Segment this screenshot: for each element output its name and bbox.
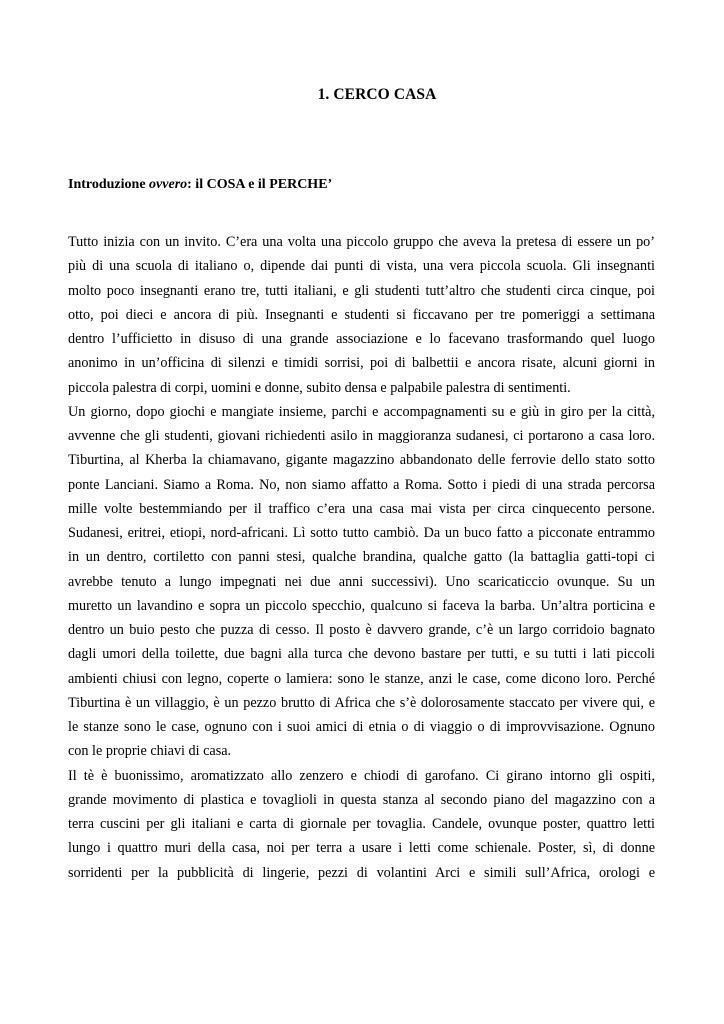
text-line: dentro l’ufficietto in disuso di una grande associazione e lo facevano trasformando quel luogo: [68, 331, 655, 347]
text-line: ambienti chiusi con legno, coperte o lamiera: sono le stanze, anzi le case, come dicono loro. Perché: [68, 670, 655, 687]
text-line: le stanze sono le case, ognuno con i suoi amici di etnia o di viaggio o di improvvisazione. Ognuno: [68, 719, 655, 735]
text-line: ponte Lanciani. Siamo a Roma. No, non siamo affatto a Roma. Sotto i piedi di una strada percorsa: [68, 476, 655, 493]
text-line: in un dentro, cortiletto con panni stesi, qualche brandina, qualche gatto (la battaglia gatti-topi ci: [68, 549, 655, 566]
text-line: Tiburtina, al Kherba la chiamavano, gigante magazzino abbandonato delle ferrovie dello stato sotto: [68, 452, 655, 469]
text-line: più di una scuola di italiano o, dipende dai punti di vista, una vera piccola scuola. Gli insegnanti: [68, 258, 655, 275]
text-line: sorridenti per la pubblicità di lingerie, pezzi di volantini Arci e simili sull’Africa, orologi e: [68, 864, 655, 881]
text-line: Sudanesi, eritrei, etiopi, nord-africani. Lì sotto tutto cambiò. Da un buco fatto a picconate entrammo: [68, 525, 655, 541]
text-line: terra cuscini per gli italiani e carta di giornale per tovaglia. Candele, ovunque poster, quattro letti: [68, 816, 655, 832]
text-line: Il tè è buonissimo, aromatizzato allo zenzero e chiodi di garofano. Ci girano intorno gli ospiti,: [68, 767, 655, 784]
text-line: anonimo in un’officina di silenzi e timidi sorrisi, poi di balbettii e ancora risate, alcuni giorni in: [68, 355, 655, 372]
section-heading-suffix: : il COSA e il PERCHE’: [187, 177, 333, 192]
text-line: piccola palestra di corpi, uomini e donne, subito densa e palpabile palestra di sentimenti.: [68, 379, 571, 396]
text-line: avvenne che gli studenti, giovani richiedenti asilo in maggioranza sudanesi, ci portarono a casa loro.: [68, 428, 655, 444]
text-line: Tutto inizia con un invito. C’era una volta una piccolo gruppo che aveva la pretesa di essere un po’: [68, 234, 655, 250]
section-heading: [68, 177, 332, 193]
text-line: dagli umori della toilette, due bagni alla turca che devono bastare per tutti, e su tutti i lati piccoli: [68, 646, 655, 663]
text-line: mille volte bestemmiando per il traffico c’era una casa mai vista per circa cinquecento persone.: [68, 500, 655, 517]
text-line: dentro un buio pesto che puzza di cesso. Il posto è davvero grande, c’è un largo corridoio bagnato: [68, 622, 655, 638]
section-heading-italic: ovvero: [149, 177, 188, 192]
text-line: grande movimento di plastica e tovaglioli in questa stanza al secondo piano del magazzino con a: [68, 791, 655, 808]
text-line: otto, poi dieci e ancora di più. Insegnanti e studenti si ficcavano per tre pomeriggi a settimana: [68, 306, 655, 323]
text-line: con le proprie chiavi di casa.: [68, 743, 232, 760]
text-line: lungo i quattro muri della casa, noi per terra a usare i letti come schienale. Poster, sì, di donne: [68, 840, 655, 857]
body-text: [68, 230, 655, 885]
section-heading-prefix: Introduzione: [68, 177, 150, 192]
text-line: molto poco insegnanti erano tre, tutti italiani, e gli studenti tutt’altro che studenti circa cinque, poi: [68, 282, 655, 299]
text-line: avrebbe tenuto a lungo impegnati nei due anni successivi). Uno scaricaticcio ovunque. Su un: [68, 573, 655, 590]
chapter-title: 1. CERCO CASA: [317, 86, 437, 103]
text-line: Tiburtina è un villaggio, è un pezzo brutto di Africa che s’è dolorosamente staccato per vivere qui, e: [68, 694, 655, 711]
text-line: Un giorno, dopo giochi e mangiate insieme, parchi e accompagnamenti su e giù in giro per la città,: [68, 403, 655, 420]
text-line: muretto un lavandino e sopra un piccolo specchio, qualcuno si faceva la barba. Un’altra porticina e: [68, 597, 655, 614]
